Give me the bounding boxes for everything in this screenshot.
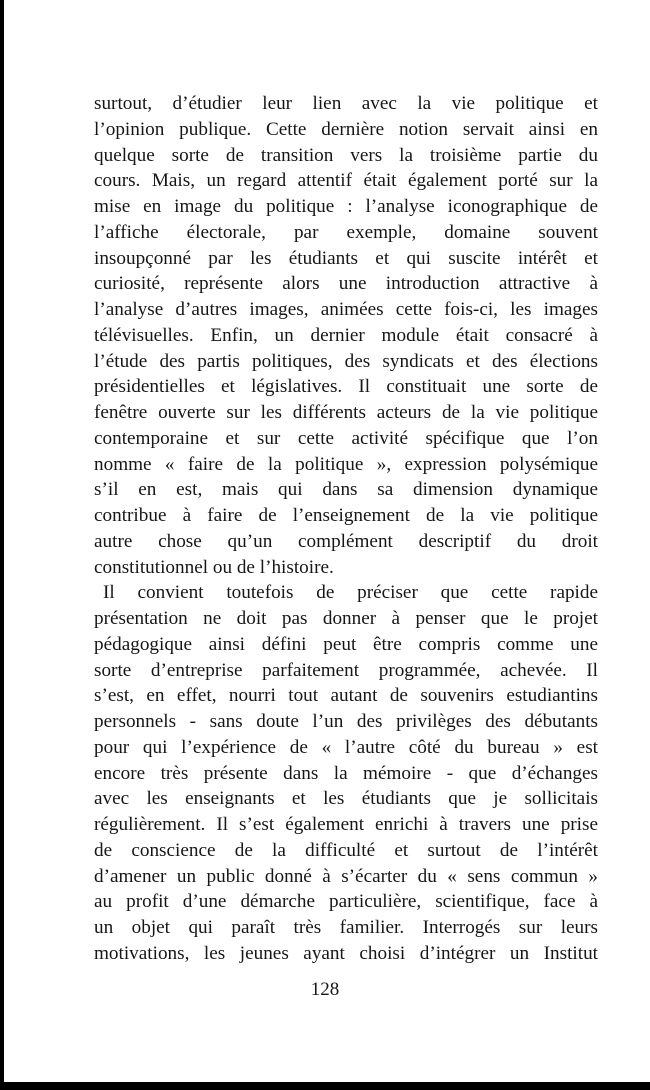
text-line: d’amener un public donné à s’écarter du « sens commun » [94,865,598,887]
text-line: s’est, en effet, nourri tout autant de souvenirs estudiantins [94,685,598,707]
text-line: personnels - sans doute l’un des privilèges des débutants [94,711,598,732]
scan-left-border [0,0,4,1090]
page-number: 128 [310,979,340,1000]
body-text [94,91,598,967]
text-line: présidentielles et législatives. Il constituait une sorte de [94,376,598,398]
text-line: de conscience de la difficulté et surtout de l’intérêt [94,839,598,861]
text-line: fenêtre ouverte sur les différents acteurs de la vie politique [94,402,598,423]
text-line: quelque sorte de transition vers la troisième partie du [94,144,598,166]
text-line: constitutionnel ou de l’histoire. [94,556,334,578]
text-line: l’étude des partis politiques, des syndicats et des élections [94,350,598,372]
text-line: au profit d’une démarche particulière, scientifique, face à [94,891,598,913]
text-line: avec les enseignants et les étudiants que je sollicitais [94,788,598,810]
text-line: nomme « faire de la politique », expression polysémique [94,453,598,475]
text-line: l’analyse d’autres images, animées cette fois-ci, les images [94,299,598,320]
text-line: l’opinion publique. Cette dernière notion servait ainsi en [94,118,598,140]
text-line: insoupçonné par les étudiants et qui suscite intérêt et [94,247,598,269]
text-line: télévisuelles. Enfin, un dernier module était consacré à [94,324,598,346]
text-line: un objet qui paraît très familier. Interrogés sur leurs [94,917,598,938]
text-line: s’il en est, mais qui dans sa dimension dynamique [94,479,598,501]
text-line: cours. Mais, un regard attentif était également porté sur la [94,170,598,192]
text-line: régulièrement. Il s’est également enrichi à travers une prise [94,814,598,835]
text-line: curiosité, représente alors une introduction attractive à [94,273,598,295]
text-line: contribue à faire de l’enseignement de la vie politique [94,505,598,526]
text-line: surtout, d’étudier leur lien avec la vie politique et [94,93,598,114]
scan-bottom-border [0,1082,650,1090]
text-line: contemporaine et sur cette activité spécifique que l’on [94,427,598,449]
text-line: l’affiche électorale, par exemple, domaine souvent [94,221,598,243]
text-line: Il convient toutefois de préciser que cette rapide [103,582,598,604]
text-line: sorte d’entreprise parfaitement programmée, achevée. Il [94,659,598,681]
text-line: mise en image du politique : l’analyse iconographique de [94,196,598,217]
text-line: pour qui l’expérience de « l’autre côté du bureau » est [94,736,598,758]
text-line: présentation ne doit pas donner à penser que le projet [94,608,598,629]
text-line: autre chose qu’un complément descriptif du droit [94,530,598,552]
text-line: encore très présente dans la mémoire - que d’échanges [94,762,598,784]
text-line: pédagogique ainsi défini peut être compris comme une [94,633,598,655]
text-line: motivations, les jeunes ayant choisi d’intégrer un Institut [94,942,598,964]
